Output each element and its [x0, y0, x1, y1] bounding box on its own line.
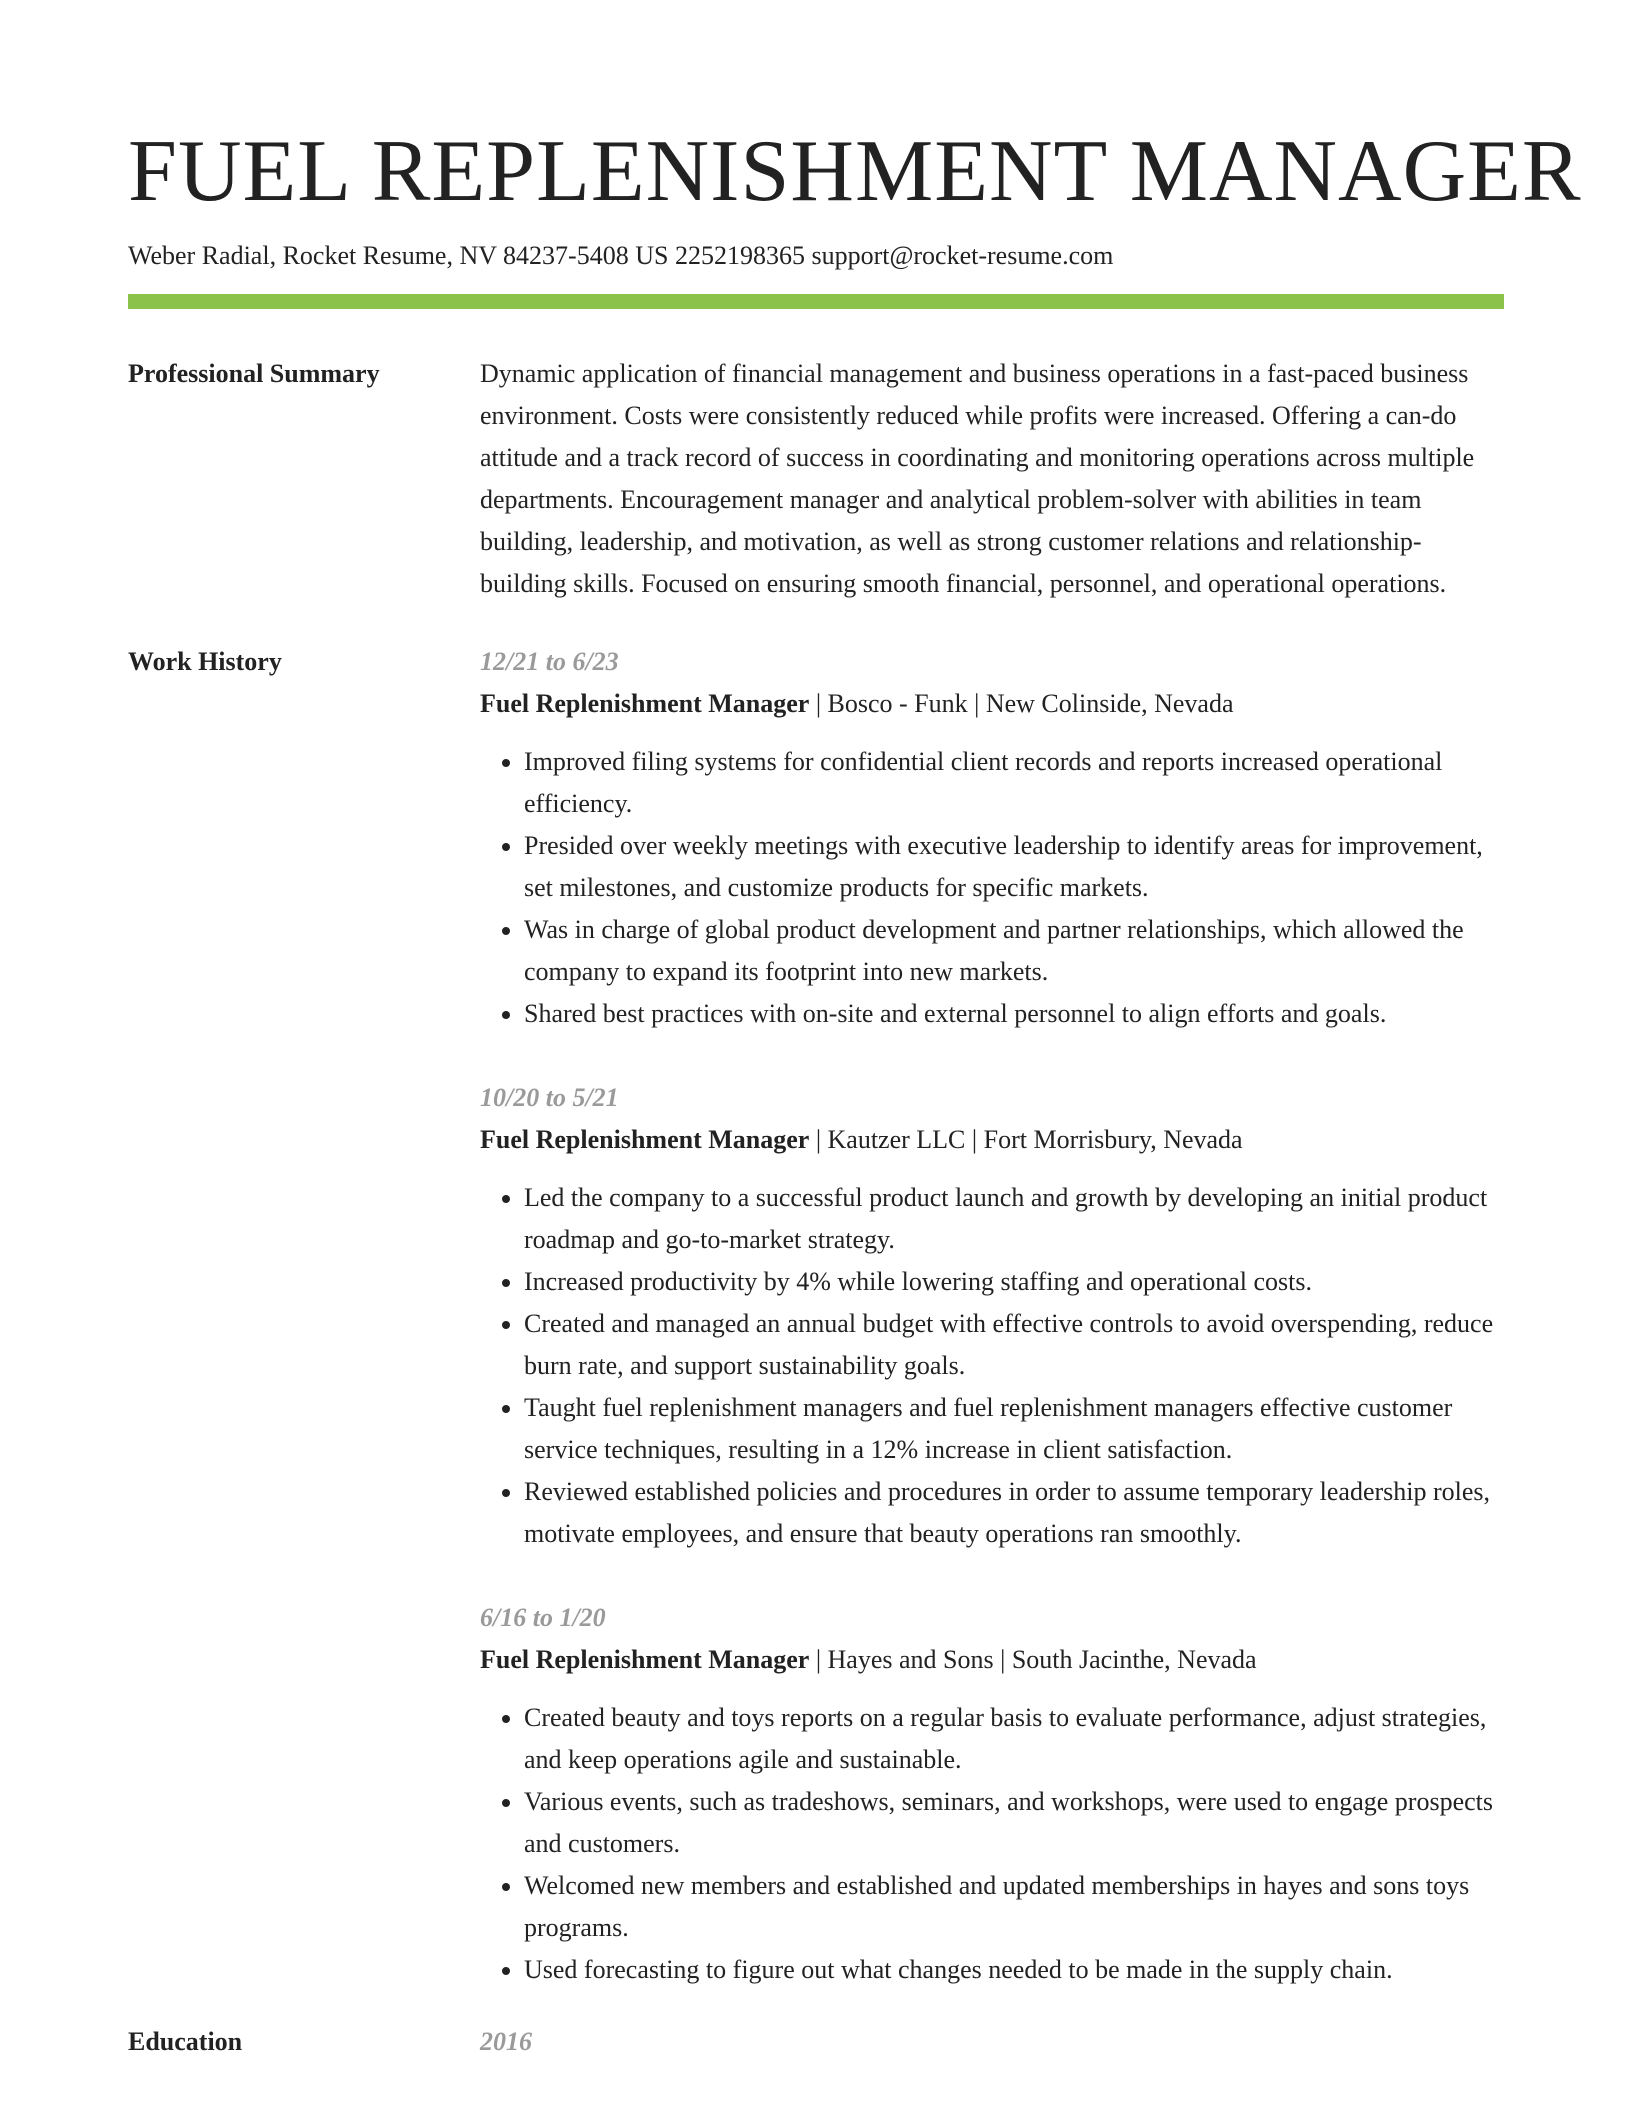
job-details: | Bosco - Funk | New Colinside, Nevada: [809, 689, 1234, 718]
job-entry: [480, 1077, 1504, 1555]
job-dates: 12/21 to 6/23: [480, 647, 619, 676]
job-bullet: • Led the company to a successful product launch and growth by developing an initial product roadmap and go-to-market strategy.: [524, 1177, 1504, 1261]
job-details: | Kautzer LLC | Fort Morrisbury, Nevada: [809, 1125, 1243, 1154]
resume-name: FUEL REPLENISHMENT MANAGER: [128, 123, 1582, 220]
summary-section: [128, 353, 1504, 605]
job-heading: [480, 1119, 1504, 1161]
job-bullets: [480, 1177, 1504, 1555]
job-bullet: • Improved filing systems for confidential client records and reports increased operational efficiency.: [524, 741, 1504, 825]
job-heading: [480, 683, 1504, 725]
job-bullet: • Created beauty and toys reports on a regular basis to evaluate performance, adjust strategies, and keep operations agile and sustainable.: [524, 1697, 1504, 1781]
summary-text: Dynamic application of financial management and business operations in a fast-paced business environment. Costs were consistently reduced while profits were increased. Offering a can-do attitude and a track record of success in coordinating and monitoring operations across multiple departments. Encouragement manager and analytical problem-solver with abilities in team building, leadership, and motivation, as well as strong customer relations and relationship-building skills. Focused on ensuring smooth financial, personnel, and operational operations.: [480, 359, 1475, 598]
job-bullet: • Taught fuel replenishment managers and fuel replenishment managers effective customer service techniques, resulting in a 12% increase in client satisfaction.: [524, 1387, 1504, 1471]
education-section: [128, 2021, 1504, 2063]
summary-heading: Professional Summary: [128, 359, 380, 388]
job-dates: 10/20 to 5/21: [480, 1083, 619, 1112]
job-dates: 6/16 to 1/20: [480, 1603, 606, 1632]
education-year: 2016: [480, 2027, 532, 2056]
work-history-heading: Work History: [128, 647, 282, 676]
job-bullet: • Welcomed new members and established and updated memberships in hayes and sons toys programs.: [524, 1865, 1504, 1949]
job-bullet: • Used forecasting to figure out what changes needed to be made in the supply chain.: [524, 1949, 1504, 1991]
job-entry: [480, 1597, 1504, 1991]
contact-line: Weber Radial, Rocket Resume, NV 84237-5408 US 2252198365 support@rocket-resume.com: [128, 241, 1114, 270]
job-title: Fuel Replenishment Manager: [480, 689, 810, 718]
job-bullet: • Various events, such as tradeshows, seminars, and workshops, were used to engage prospects and customers.: [524, 1781, 1504, 1865]
job-bullet: • Presided over weekly meetings with executive leadership to identify areas for improvement, set milestones, and customize products for specific markets.: [524, 825, 1504, 909]
education-heading: Education: [128, 2027, 243, 2056]
job-bullet: • Reviewed established policies and procedures in order to assume temporary leadership roles, motivate employees, and ensure that beauty operations ran smoothly.: [524, 1471, 1504, 1555]
job-bullet: • Created and managed an annual budget with effective controls to avoid overspending, reduce burn rate, and support sustainability goals.: [524, 1303, 1504, 1387]
job-bullets: [480, 1697, 1504, 1991]
work-history-section: [128, 641, 1504, 1991]
resume-page: [128, 120, 1582, 2063]
accent-divider: [128, 294, 1504, 309]
job-title: Fuel Replenishment Manager: [480, 1125, 810, 1154]
job-heading: [480, 1639, 1504, 1681]
job-title: Fuel Replenishment Manager: [480, 1645, 810, 1674]
job-bullet: • Was in charge of global product development and partner relationships, which allowed the company to expand its footprint into new markets.: [524, 909, 1504, 993]
job-details: | Hayes and Sons | South Jacinthe, Nevada: [809, 1645, 1257, 1674]
job-bullet: • Shared best practices with on-site and external personnel to align efforts and goals.: [524, 993, 1504, 1035]
job-bullets: [480, 741, 1504, 1035]
job-entry: [480, 641, 1504, 1035]
job-bullet: • Increased productivity by 4% while lowering staffing and operational costs.: [524, 1261, 1504, 1303]
